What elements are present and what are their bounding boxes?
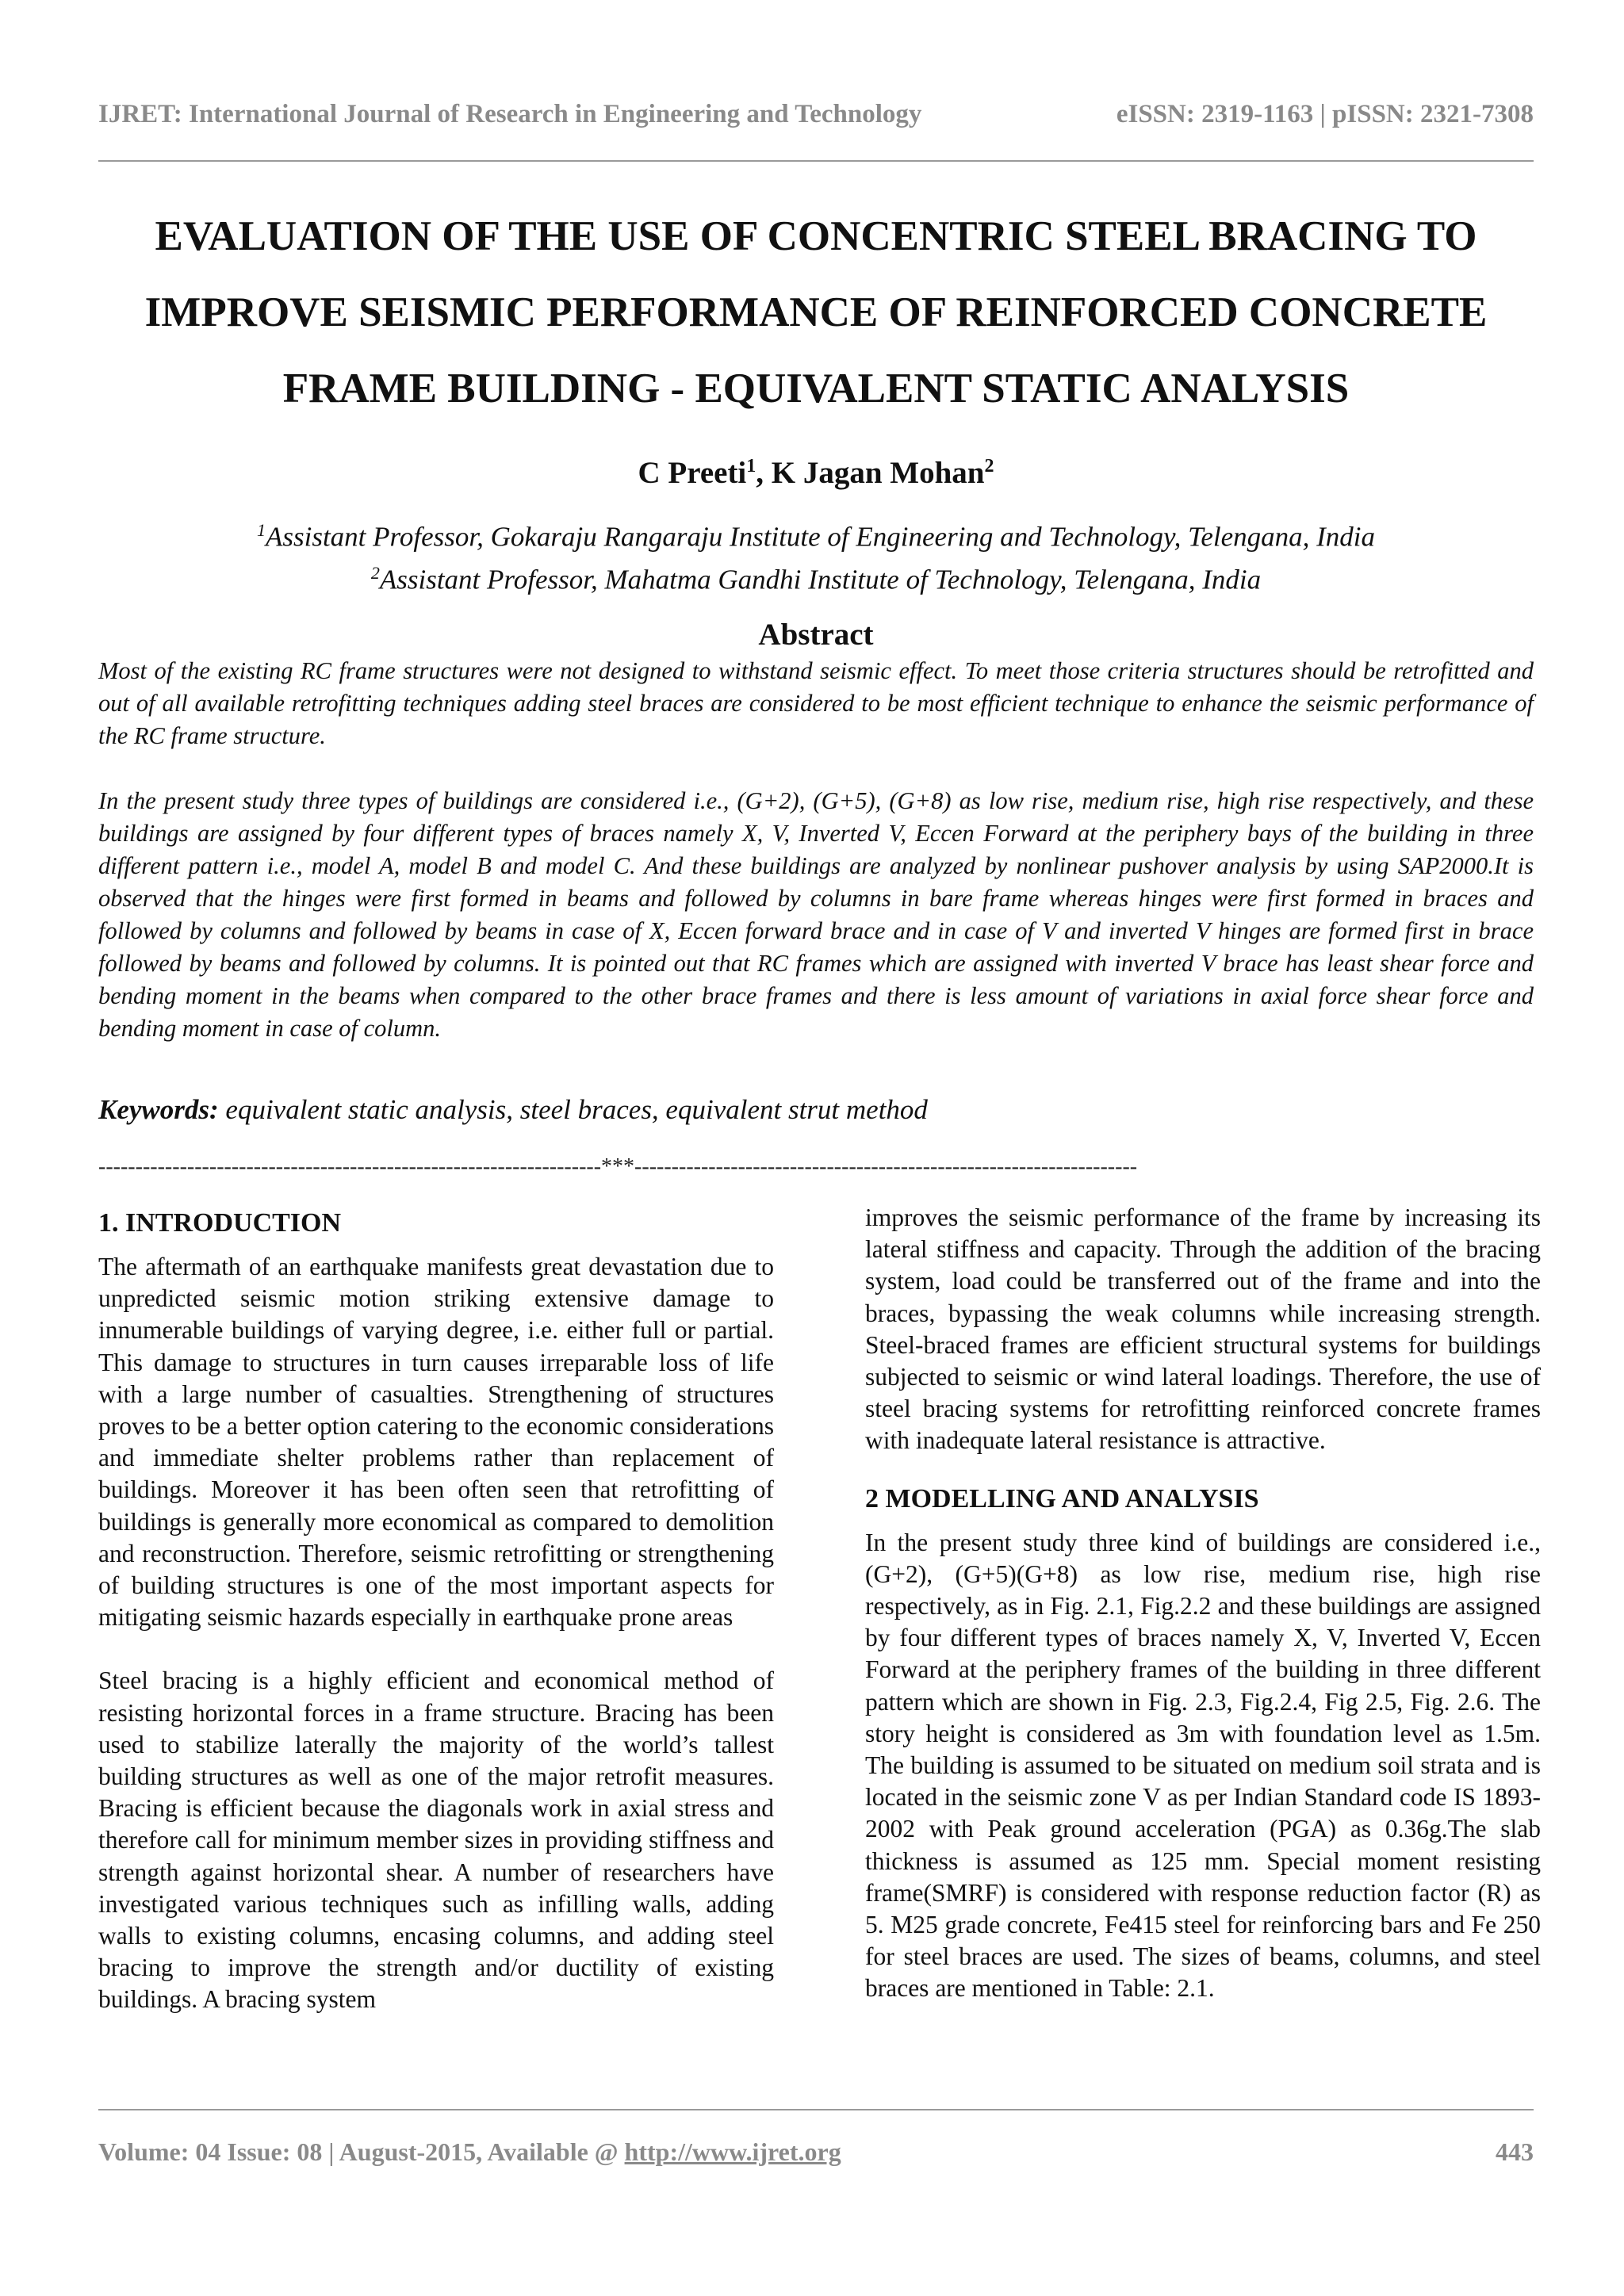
- page-number: 443: [1496, 2137, 1534, 2166]
- abstract-heading: Abstract: [758, 618, 874, 652]
- header-divider: [98, 160, 1534, 162]
- section-separator: --------------------------------------------------------------------***--------------------------------------------------------------------: [98, 1154, 1138, 1179]
- abstract-body: [98, 655, 1534, 1045]
- body-paragraph: improves the seismic performance of the frame by increasing its lateral stiffness and capacity. Through the addition of the bracing system, load could be transferred out of the frame and into the braces, bypassing the weak columns while increasing strength. Steel-braced frames are efficient structural systems for buildings subjected to seismic or wind lateral loadings. Therefore, the use of steel bracing systems for retrofitting reinforced concrete frames with inadequate lateral resistance is attractive.: [865, 1203, 1541, 1455]
- abstract-paragraph: In the present study three types of buildings are considered i.e., (G+2), (G+5), (G+8) as low rise, medium rise, high rise respectively, and these buildings are assigned by four different types of braces namely X, V, Inverted V, Eccen Forward at the periphery bays of the building in three different pattern i.e., model A, model B and model C. And these buildings are analyzed by nonlinear pushover analysis by using SAP2000.It is observed that the hinges were first formed in beams and followed by columns in bare frame whereas hinges were first formed in braces and followed by columns and followed by beams in case of X, Eccen forward brace and in case of V and inverted V hinges are formed first in brace followed by beams and followed by columns. It is pointed out that RC frames which are assigned with inverted V brace has least shear force and bending moment in the beams when compared to the other brace frames and there is less amount of variations in axial force shear force and bending moment in case of column.: [98, 787, 1534, 1042]
- author-name: C Preeti: [638, 456, 747, 490]
- journal-name: IJRET: International Journal of Research in Engineering and Technology: [98, 100, 922, 128]
- abstract-paragraph: Most of the existing RC frame structures were not designed to withstand seismic effect. To meet those criteria structures should be retrofitted and out of all available retrofitting techniques adding steel braces are considered to be most efficient technique to enhance the seismic performance of the RC frame structure.: [98, 657, 1534, 749]
- affiliation-text: Assistant Professor, Mahatma Gandhi Institute of Technology, Telengana, India: [379, 564, 1262, 595]
- left-column: [98, 1197, 774, 2016]
- issn-numbers: eISSN: 2319-1163 | pISSN: 2321-7308: [1116, 100, 1534, 128]
- affiliation-marker: 2: [370, 562, 380, 583]
- affiliations: [98, 512, 1534, 597]
- affiliation-line: [98, 555, 1534, 598]
- author-affiliation-marker: 1: [746, 456, 756, 476]
- right-column: [865, 1202, 1541, 2005]
- author-affiliation-marker: 2: [984, 456, 994, 476]
- author-name: K Jagan Mohan: [771, 456, 985, 490]
- keywords-label: Keywords:: [98, 1094, 219, 1125]
- title-line: EVALUATION OF THE USE OF CONCENTRIC STEEL BRACING TO: [155, 213, 1477, 259]
- body-paragraph: Steel bracing is a highly efficient and economical method of resisting horizontal forces in a frame structure. Bracing has been used to stabilize laterally the majority of the world’s tallest building structures as well as one of the major retrofit measures. Bracing is efficient because the diagonals work in axial stress and therefore call for minimum member sizes in providing stiffness and strength against horizontal shear. A number of researchers have investigated various techniques such as infilling walls, adding walls to existing columns, encasing columns, and adding steel bracing to improve the strength and/or ductility of existing buildings. A bracing system: [98, 1667, 774, 2014]
- title-line: FRAME BUILDING - EQUIVALENT STATIC ANALYSIS: [282, 365, 1350, 411]
- section-heading-modelling: 2 MODELLING AND ANALYSIS: [865, 1483, 1259, 1513]
- affiliation-text: Assistant Professor, Gokaraju Rangaraju Institute of Engineering and Technology, Telengana, India: [265, 521, 1375, 553]
- body-paragraph: The aftermath of an earthquake manifests great devastation due to unpredicted seismic motion striking extensive damage to innumerable buildings of varying degree, i.e. either full or partial. This damage to structures in turn causes irreparable loss of life with a large number of casualties. Strengthening of structures proves to be a better option catering to the economic considerations and immediate shelter problems rather than replacement of buildings. Moreover it has been often seen that retrofitting of buildings is generally more economical as compared to demolition and reconstruction. Therefore, seismic retrofitting or strengthening of building structures is one of the most important aspects for mitigating seismic hazards especially in earthquake prone areas: [98, 1253, 774, 1632]
- footer-volume-info: [98, 2137, 841, 2167]
- volume-text: Volume: 04 Issue: 08 | August-2015, Available @: [98, 2137, 625, 2166]
- author-list: [98, 455, 1534, 491]
- affiliation-marker: 1: [256, 520, 266, 540]
- running-header: [98, 100, 1534, 132]
- keywords-text: equivalent static analysis, steel braces, equivalent strut method: [218, 1094, 928, 1125]
- section-heading-introduction: 1. INTRODUCTION: [98, 1208, 342, 1238]
- title-line: IMPROVE SEISMIC PERFORMANCE OF REINFORCED CONCRETE: [144, 289, 1488, 335]
- body-paragraph: In the present study three kind of buildings are considered i.e., (G+2), (G+5)(G+8) as low rise, medium rise, high rise respectively, as in Fig. 2.1, Fig.2.2 and these buildings are assigned by four different types of braces namely X, V, Inverted V, Eccen Forward at the periphery frames of the building in three different pattern which are shown in Fig. 2.3, Fig.2.4, Fig 2.5, Fig. 2.6. The story height is considered as 3m with foundation level as 1.5m. The building is assumed to be situated on medium soil strata and is located in the seismic zone V as per Indian Standard code IS 1893-2002 with Peak ground acceleration (PGA) as 0.36g.The slab thickness is assumed as 125 mm. Special moment resisting frame(SMRF) is considered with response reduction factor (R) as 5. M25 grade concrete, Fe415 steel for reinforcing bars and Fe 250 for steel braces are used. The sizes of beams, columns, and steel braces are mentioned in Table: 2.1.: [865, 1528, 1541, 2003]
- keywords: [98, 1094, 1534, 1126]
- affiliation-line: [98, 512, 1534, 555]
- journal-url-link[interactable]: http://www.ijret.org: [624, 2137, 841, 2166]
- paper-title: [98, 198, 1534, 427]
- author-separator: ,: [756, 456, 772, 490]
- footer-divider: [98, 2109, 1534, 2110]
